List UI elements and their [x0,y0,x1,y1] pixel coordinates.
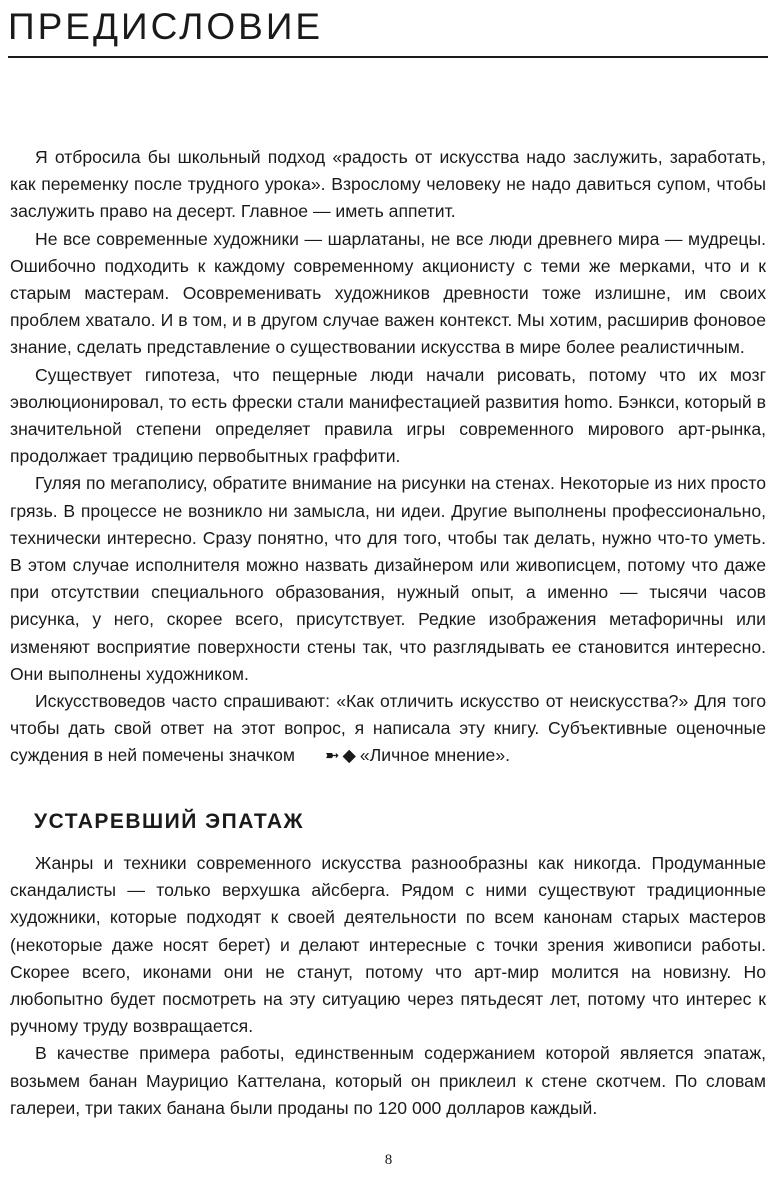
paragraph: Не все современные художники — шарлатаны, не все люди древнего мира — мудрецы. Ошибочно подходить к каждому современному акционисту с теми же мерками, что и к старым мастерам. Осовременивать художников древности тоже излишне, им своих проблем хватало. И в том, и в другом случае важен контекст. Мы хотим, расширив фоновое знание, сделать представление о существовании искусства в мире более реалистичным. [10,228,766,358]
paragraph: Гуляя по мегаполису, обратите внимание на рисунки на стенах. Некоторые из них просто грязь. В процессе не возникло ни замысла, ни идеи. Другие выполнены профессионально, технически интересно. Сразу понятно, что для того, чтобы так делать, нужно что-то уметь. В этом случае исполнителя можно назвать дизайнером или живописцем, потому что даже при отсутствии специального образования, нужный опыт, а именно — тысячи часов рисунка, у него, скорее всего, присутствует. Редкие изображения метафоричны или изменяют восприятие поверхности стены так, что разглядывать ее становится интересно. Они выполнены художником. [10,473,766,684]
paragraph: Существует гипотеза, что пещерные люди начали рисовать, потому что их мозг эволюционировал, то есть фрески стали манифестацией развития homo. Бэнкси, который в значительной степени определяет правила игры современного мирового арт-рынка, продолжает традицию первобытных граффити. [10,364,766,467]
title-underline [8,56,768,58]
page-title: ПРЕДИСЛОВИЕ [8,6,324,47]
paragraph-with-opinion-mark [10,688,766,770]
paragraph: В качестве примера работы, единственным содержанием которой является эпатаж, возьмем банан Маурицио Каттелана, который он приклеил к стене скотчем. По словам галереи, три таких банана были проданы по 120 000 долларов каждый. [10,1043,766,1118]
paragraph-text: Искусствоведов часто спрашивают: «Как отличить искусство от неискусства?» Для того чтобы дать свой ответ на этот вопрос, я написала эту книгу. Субъективные оценочные суждения в ней помечены значком [10,691,766,766]
paragraph: Я отбросила бы школьный подход «радость от искусства надо заслужить, заработать, как переменку после трудного урока». Взрослому человеку не надо давиться супом, чтобы заслужить право на десерт. Главное — иметь аппетит. [10,147,766,222]
section-text-block [10,850,766,1122]
paragraph: Жанры и техники современного искусства разнообразны как никогда. Продуманные скандалисты — только верхушка айсберга. Рядом с ними существуют традиционные художники, которые подходят к своей деятельности по всем канонам старых мастеров (некоторые даже носят берет) и делают интересные с точки зрения живописи работы. Скорее всего, иконами они не станут, потому что арт-мир молится на новизну. Но любопытно будет посмотреть на эту ситуацию через пятьдесят лет, потому что интерес к ручному труду возвращается. [10,853,766,1037]
section-heading: УСТАРЕВШИЙ ЭПАТАЖ [34,810,304,833]
opinion-label: «Личное мнение». [359,745,511,766]
intro-text-block [10,144,766,770]
opinion-mark-icon: ➼ ◆ [324,745,356,766]
page-number: 8 [384,1152,393,1168]
